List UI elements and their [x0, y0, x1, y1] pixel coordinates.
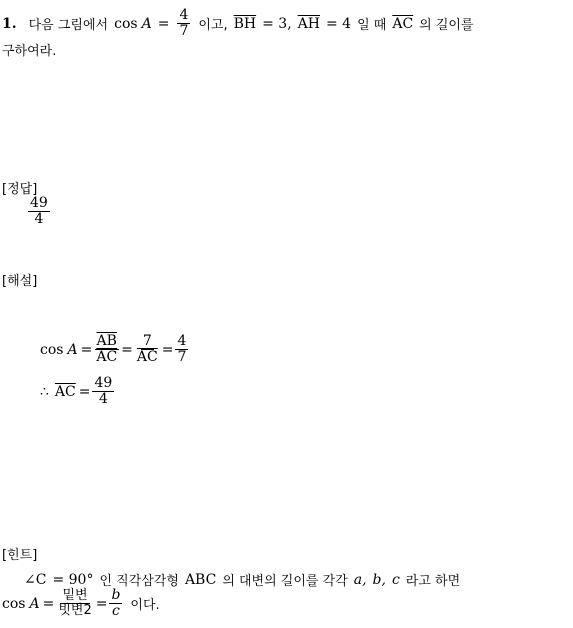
equals: = — [80, 341, 93, 358]
fraction-base-hyp — [56, 589, 93, 619]
fraction-ab-ac — [94, 334, 119, 366]
var-a: A — [29, 595, 40, 612]
var-a: A — [67, 341, 78, 358]
hint-line-1 — [24, 570, 460, 589]
segment-bh: $\overline{BH}$ — [233, 15, 257, 32]
numerator-4: 4 — [177, 333, 187, 349]
problem-text-4: 의 길이를 — [419, 18, 474, 34]
fraction-b-c — [109, 588, 122, 620]
equals: = — [161, 341, 174, 358]
var-b: b, — [372, 571, 386, 588]
bh-value: = 3, — [262, 15, 292, 32]
hint-text-1: 인 직각삼각형 — [99, 574, 179, 589]
denominator-4: 4 — [98, 391, 108, 408]
solution-line-2 — [40, 376, 116, 408]
equals: = — [157, 15, 170, 32]
answer-denominator: 4 — [34, 211, 44, 228]
hint-label: [힌트] — [2, 548, 38, 563]
fraction-4-7 — [177, 8, 190, 40]
var-a: a, — [353, 571, 367, 588]
answer-fraction — [26, 196, 52, 228]
equals: = — [121, 341, 133, 358]
therefore-symbol: ∴ — [40, 383, 49, 400]
answer-label: [정답] — [2, 182, 38, 197]
equals: = — [42, 595, 55, 612]
fraction-7-ac — [135, 334, 160, 366]
numerator-49: 49 — [94, 375, 113, 391]
problem-number: 1. — [2, 15, 17, 32]
angle-value: = 90° — [52, 571, 94, 588]
solution-label: [해설] — [2, 274, 38, 289]
segment-ac: AC — [96, 349, 118, 366]
denominator-c: c — [112, 603, 120, 620]
problem-line-1 — [2, 8, 474, 40]
segment-ac: AC — [136, 349, 158, 366]
hint-line-2 — [2, 588, 160, 620]
answer-numerator: 49 — [30, 195, 48, 211]
ah-value: = 4 — [325, 15, 352, 32]
segment-ah: $\overline{AH}$ — [297, 15, 320, 32]
triangle-abc: ABC — [184, 571, 217, 588]
denominator-7: 7 — [177, 349, 187, 366]
fraction-numerator: 4 — [179, 7, 189, 23]
fraction-denominator: 7 — [179, 23, 189, 40]
equals: = — [95, 595, 108, 612]
numerator-base: 밑변 — [62, 588, 88, 604]
equals: = — [78, 383, 91, 400]
cos-label: cos — [114, 15, 138, 32]
denominator-hyp: 빗변2 — [58, 603, 92, 619]
problem-text-2: 이고, — [198, 18, 228, 34]
problem-text-3: 일 때 — [357, 18, 387, 34]
cos-label: cos — [40, 341, 64, 358]
problem-line-2: 구하여라. — [2, 44, 57, 59]
problem-text-1: 다음 그림에서 — [28, 18, 109, 34]
hint-text-2: 의 대변의 길이를 각각 — [222, 574, 348, 589]
hint-text-4: 이다. — [130, 598, 160, 614]
segment-ac: $\overline{AC}$ — [54, 383, 76, 400]
segment-ac: $\overline{AC}$ — [392, 15, 414, 32]
cos-label: cos — [2, 595, 26, 612]
solution-line-1 — [40, 334, 190, 366]
hint-text-3: 라고 하면 — [405, 574, 461, 589]
numerator-7: 7 — [142, 333, 152, 349]
fraction-4-7 — [175, 334, 188, 366]
var-a: A — [141, 15, 152, 32]
var-c: c — [391, 571, 400, 588]
fraction-49-4 — [92, 376, 114, 408]
segment-ab: $\overline{AB}$ — [96, 333, 117, 349]
angle-c: ∠C — [24, 571, 47, 588]
numerator-b: b — [111, 587, 121, 603]
